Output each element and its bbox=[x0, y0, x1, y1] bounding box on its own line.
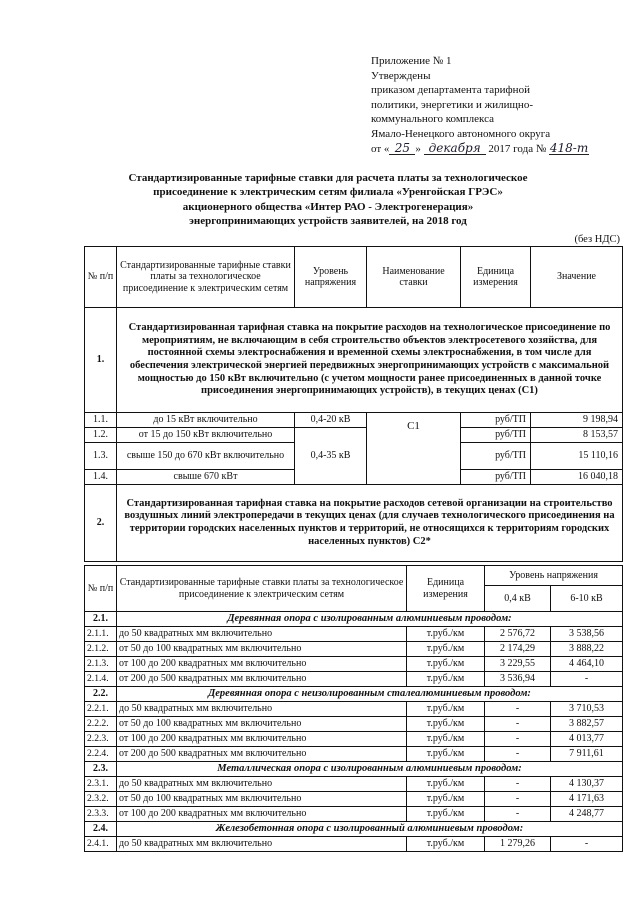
row-name: от 100 до 200 квадратных мм включительно bbox=[117, 657, 407, 672]
row-v1: 3 229,55 bbox=[485, 657, 551, 672]
table-row bbox=[85, 837, 623, 852]
row-v1: - bbox=[485, 717, 551, 732]
row-v1: 2 576,72 bbox=[485, 627, 551, 642]
date-quote: » bbox=[415, 142, 421, 155]
row-name: до 50 квадратных мм включительно bbox=[117, 702, 407, 717]
row-num: 2.2.2. bbox=[85, 717, 117, 732]
row-unit: т.руб./км bbox=[407, 807, 485, 822]
row-name: от 200 до 500 квадратных мм включительно bbox=[117, 672, 407, 687]
row-name: от 100 до 200 квадратных мм включительно bbox=[117, 732, 407, 747]
table-row bbox=[85, 732, 623, 747]
row-unit: т.руб./км bbox=[407, 732, 485, 747]
section-row bbox=[85, 485, 623, 562]
row-v2: 7 911,61 bbox=[551, 747, 623, 762]
row-num: 2.3.2. bbox=[85, 792, 117, 807]
voltage-cell: 0,4-20 кВ bbox=[295, 413, 367, 428]
table-row bbox=[85, 657, 623, 672]
row-v2: 3 882,57 bbox=[551, 717, 623, 732]
approval-line: приказом департамента тарифной bbox=[371, 84, 530, 97]
row-unit: т.руб./км bbox=[407, 717, 485, 732]
row-v1: 1 279,26 bbox=[485, 837, 551, 852]
row-v1: - bbox=[485, 732, 551, 747]
approval-line: Ямало-Ненецкого автономного округа bbox=[371, 127, 551, 140]
title-line: присоединение к электрическим сетям филиала «Уренгойская ГРЭС» bbox=[153, 186, 503, 199]
header-unit: Единица измерения bbox=[461, 247, 531, 308]
tariff-table-2 bbox=[84, 565, 623, 852]
row-name: свыше 150 до 670 кВт включительно bbox=[117, 443, 295, 470]
table-row bbox=[85, 627, 623, 642]
voltage-cell: 0,4-35 кВ bbox=[295, 428, 367, 485]
approval-line: политики, энергетики и жилищно- bbox=[371, 98, 533, 111]
handwritten-order-number: 418-т bbox=[549, 140, 589, 155]
header-unit: Единица измерения bbox=[407, 566, 485, 612]
header-name: Стандартизированные тарифные ставки платы за технологическое присоединение к электрическим сетям bbox=[117, 247, 295, 308]
header-rate: Наименование ставки bbox=[367, 247, 461, 308]
row-v2: 4 171,63 bbox=[551, 792, 623, 807]
row-v2: 3 710,53 bbox=[551, 702, 623, 717]
header-name: Стандартизированные тарифные ставки платы за технологическое присоединение к электрическим сетям bbox=[117, 566, 407, 612]
row-num: 2.1.3. bbox=[85, 657, 117, 672]
row-v2: 4 013,77 bbox=[551, 732, 623, 747]
table-row bbox=[85, 807, 623, 822]
row-name: до 15 кВт включительно bbox=[117, 413, 295, 428]
row-num: 1.1. bbox=[85, 413, 117, 428]
row-name: от 50 до 100 квадратных мм включительно bbox=[117, 792, 407, 807]
table-row bbox=[85, 672, 623, 687]
group-num: 2.1. bbox=[85, 612, 117, 627]
row-name: от 50 до 100 квадратных мм включительно bbox=[117, 642, 407, 657]
date-prefix: от « bbox=[371, 142, 390, 155]
row-num: 1.2. bbox=[85, 428, 117, 443]
group-title: Металлическая опора с изолированным алюминиевым проводом: bbox=[117, 762, 623, 777]
header-num: № п/п bbox=[85, 247, 117, 308]
table-header-row bbox=[85, 247, 623, 308]
row-num: 2.3.3. bbox=[85, 807, 117, 822]
table-row bbox=[85, 747, 623, 762]
row-name: от 100 до 200 квадратных мм включительно bbox=[117, 807, 407, 822]
table-row bbox=[85, 642, 623, 657]
row-v2: 4 248,77 bbox=[551, 807, 623, 822]
row-num: 2.2.1. bbox=[85, 702, 117, 717]
title-line: энергопринимающих устройств заявителей, на 2018 год bbox=[189, 214, 467, 227]
row-unit: т.руб./км bbox=[407, 642, 485, 657]
row-num: 2.3.1. bbox=[85, 777, 117, 792]
row-unit: т.руб./км bbox=[407, 837, 485, 852]
row-unit: руб/ТП bbox=[461, 443, 531, 470]
row-v1: - bbox=[485, 702, 551, 717]
group-title: Деревянная опора с неизолированным сталеалюминиевым проводом: bbox=[117, 687, 623, 702]
handwritten-month: декабря bbox=[424, 142, 486, 155]
row-unit: т.руб./км bbox=[407, 792, 485, 807]
header-voltage-04: 0,4 кВ bbox=[485, 586, 551, 612]
group-row bbox=[85, 762, 623, 777]
tariff-table-1 bbox=[84, 246, 623, 562]
approval-line: Утверждены bbox=[371, 69, 431, 82]
header-voltage: Уровень напряжения bbox=[295, 247, 367, 308]
section-text: Стандартизированная тарифная ставка на покрытие расходов сетевой организации на строительство воздушных линий электропередачи в текущих ценах (для случаев технологического присоединения на территории городских населенных пунктов и территорий, не относящихся к территориям городских населенных пунктов) С2* bbox=[117, 485, 623, 562]
section-text: Стандартизированная тарифная ставка на покрытие расходов на технологическое присоединение по мероприятиям, не включающим в себя строительство объектов электросетевого хозяйства, для постоянной схемы электроснабжения и временной схемы электроснабжения, в том числе для обеспечения электрической энергией передвижных энергопринимающих устройств с максимальной мощностью до 150 кВт включительно (с учетом мощности ранее присоединенных в данной точке присоединения энергопринимающих устройств), в текущих ценах (С1) bbox=[117, 308, 623, 413]
row-unit: т.руб./км bbox=[407, 702, 485, 717]
row-num: 2.1.1. bbox=[85, 627, 117, 642]
section-row bbox=[85, 308, 623, 413]
row-unit: т.руб./км bbox=[407, 672, 485, 687]
group-num: 2.2. bbox=[85, 687, 117, 702]
table-header-row bbox=[85, 566, 623, 586]
table-row bbox=[85, 702, 623, 717]
table-row bbox=[85, 413, 623, 428]
row-v2: 3 538,56 bbox=[551, 627, 623, 642]
group-title: Деревянная опора с изолированным алюминиевым проводом: bbox=[117, 612, 623, 627]
row-name: от 15 до 150 кВт включительно bbox=[117, 428, 295, 443]
row-value: 15 110,16 bbox=[531, 443, 623, 470]
row-name: от 200 до 500 квадратных мм включительно bbox=[117, 747, 407, 762]
row-name: до 50 квадратных мм включительно bbox=[117, 837, 407, 852]
header-value: Значение bbox=[531, 247, 623, 308]
group-num: 2.4. bbox=[85, 822, 117, 837]
title-line: акционерного общества «Интер РАО - Электрогенерация» bbox=[182, 200, 474, 213]
row-v2: - bbox=[551, 672, 623, 687]
row-name: от 50 до 100 квадратных мм включительно bbox=[117, 717, 407, 732]
row-v2: - bbox=[551, 837, 623, 852]
approval-date-line bbox=[371, 142, 621, 157]
header-voltage: Уровень напряжения bbox=[485, 566, 623, 586]
group-num: 2.3. bbox=[85, 762, 117, 777]
row-value: 16 040,18 bbox=[531, 470, 623, 485]
row-unit: руб/ТП bbox=[461, 413, 531, 428]
group-title: Железобетонная опора с изолированный алюминиевым проводом: bbox=[117, 822, 623, 837]
row-v2: 4 464,10 bbox=[551, 657, 623, 672]
row-value: 9 198,94 bbox=[531, 413, 623, 428]
approval-line: коммунального комплекса bbox=[371, 113, 495, 126]
table-row bbox=[85, 428, 623, 443]
row-unit: т.руб./км bbox=[407, 747, 485, 762]
table-row bbox=[85, 792, 623, 807]
section-num: 1. bbox=[85, 308, 117, 413]
group-row bbox=[85, 687, 623, 702]
appendix-number: Приложение № 1 bbox=[371, 55, 452, 67]
row-num: 2.2.3. bbox=[85, 732, 117, 747]
row-num: 1.3. bbox=[85, 443, 117, 470]
row-v1: - bbox=[485, 747, 551, 762]
row-v2: 4 130,37 bbox=[551, 777, 623, 792]
handwritten-day: 25 bbox=[389, 142, 415, 155]
row-name: до 50 квадратных мм включительно bbox=[117, 627, 407, 642]
row-unit: т.руб./км bbox=[407, 627, 485, 642]
section-num: 2. bbox=[85, 485, 117, 562]
row-num: 2.1.2. bbox=[85, 642, 117, 657]
header-voltage-610: 6-10 кВ bbox=[551, 586, 623, 612]
row-unit: руб/ТП bbox=[461, 470, 531, 485]
year-text: 2017 года № bbox=[488, 142, 547, 155]
group-row bbox=[85, 822, 623, 837]
row-unit: руб/ТП bbox=[461, 428, 531, 443]
table-row bbox=[85, 717, 623, 732]
title-line: Стандартизированные тарифные ставки для расчета платы за технологическое bbox=[128, 172, 528, 184]
row-num: 1.4. bbox=[85, 470, 117, 485]
row-v2: 3 888,22 bbox=[551, 642, 623, 657]
row-num: 2.1.4. bbox=[85, 672, 117, 687]
vat-note: (без НДС) bbox=[574, 234, 620, 245]
row-unit: т.руб./км bbox=[407, 657, 485, 672]
row-value: 8 153,57 bbox=[531, 428, 623, 443]
rate-name-cell: С1 bbox=[367, 413, 461, 485]
group-row bbox=[85, 612, 623, 627]
row-v1: 3 536,94 bbox=[485, 672, 551, 687]
header-num: № п/п bbox=[85, 566, 117, 612]
row-name: до 50 квадратных мм включительно bbox=[117, 777, 407, 792]
row-num: 2.4.1. bbox=[85, 837, 117, 852]
row-v1: - bbox=[485, 807, 551, 822]
row-num: 2.2.4. bbox=[85, 747, 117, 762]
row-unit: т.руб./км bbox=[407, 777, 485, 792]
row-v1: 2 174,29 bbox=[485, 642, 551, 657]
document-title bbox=[86, 171, 570, 228]
row-v1: - bbox=[485, 777, 551, 792]
table-row bbox=[85, 777, 623, 792]
row-v1: - bbox=[485, 792, 551, 807]
row-name: свыше 670 кВт bbox=[117, 470, 295, 485]
approval-block bbox=[371, 54, 621, 156]
